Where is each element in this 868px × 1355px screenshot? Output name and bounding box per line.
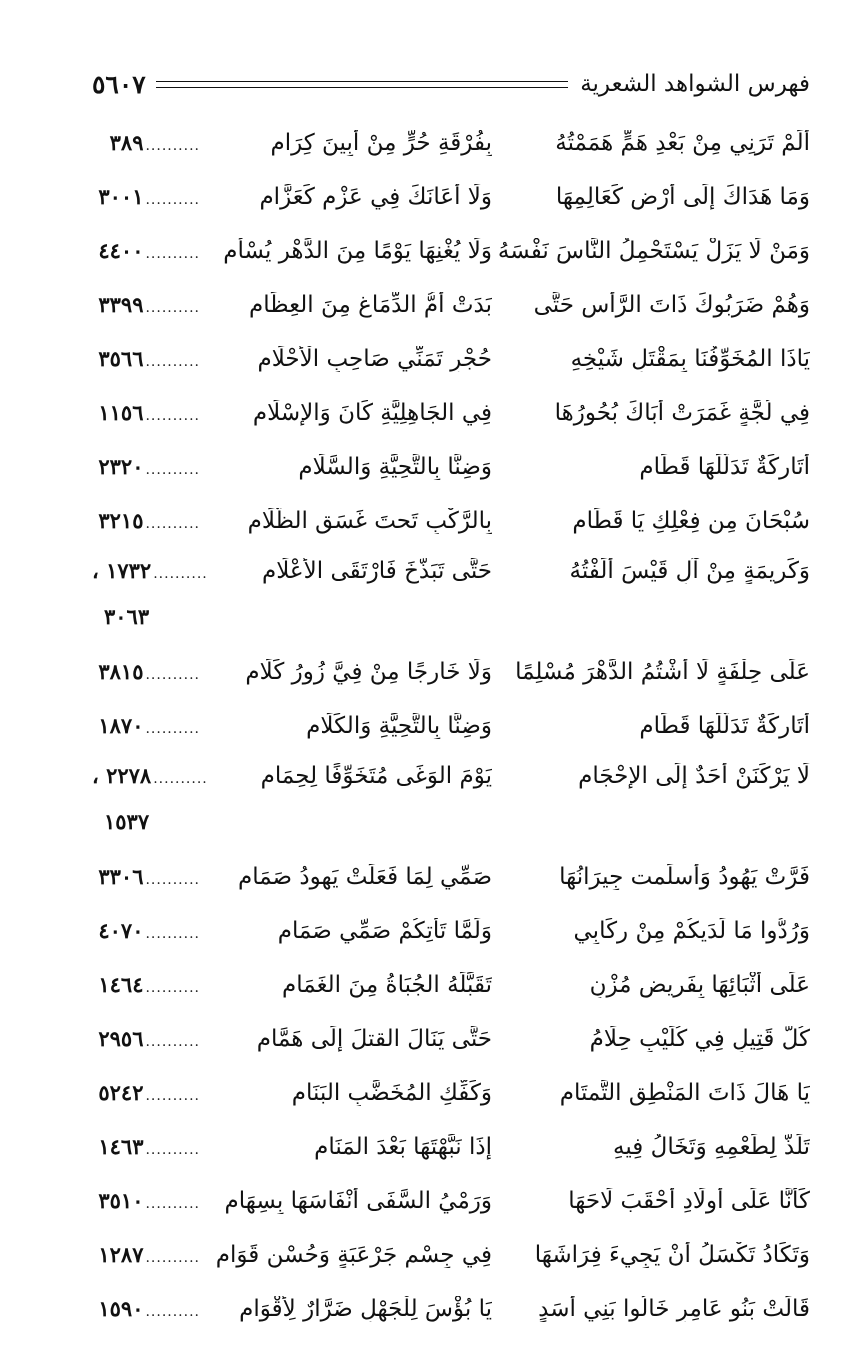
index-entry bbox=[92, 904, 810, 958]
index-entry bbox=[92, 645, 810, 699]
reference-numbers: ١٥٩٠ bbox=[98, 1296, 144, 1321]
reference-numbers: ١٤٦٤ bbox=[98, 972, 144, 997]
verse-second-part bbox=[92, 1080, 492, 1106]
index-entry bbox=[92, 440, 810, 494]
verse-second-part bbox=[92, 346, 492, 372]
reference-numbers: ٣٣٩٩ bbox=[98, 292, 144, 317]
verse-first-hemistich: وَكَرِيمَةٍ مِنْ آلِ قَيْسَ أَلَفْتُهُ bbox=[569, 558, 810, 584]
verse-second-part bbox=[92, 864, 492, 890]
verse-second-hemistich: حُجْرٍ تَمَنِّي صَاحِبِ الْأَحْلَامِ bbox=[257, 346, 492, 372]
leader-dots: .......... bbox=[145, 721, 200, 737]
verse-first-hemistich: يَاذَا المُخَوِّفُنَا بِمَقْتَلِ شَيْخِهِ bbox=[570, 346, 810, 372]
verse-first-hemistich: سُبْحَانَ مِن فِعْلِكِ يَا قَطَامِ bbox=[572, 508, 810, 534]
reference-numbers: ٢٩٥٦ bbox=[98, 1026, 144, 1051]
leader-dots: .......... bbox=[145, 980, 200, 996]
running-title: فهرس الشواهد الشعرية bbox=[580, 71, 810, 97]
index-entry bbox=[92, 116, 810, 170]
index-entry bbox=[92, 1174, 810, 1228]
leader-dots: .......... bbox=[145, 138, 200, 154]
verse-second-part bbox=[92, 659, 492, 685]
index-entry bbox=[92, 224, 810, 278]
verse-second-hemistich: وَلَا يُغْنِهَا يَوْمًا مِنَ الدَّهْرِ يُسْأَمِ bbox=[223, 238, 492, 264]
verse-second-hemistich: فِي جِسْمِ جَرْعَبَةٍ وَحُسْنِ قَوَامِ bbox=[215, 1242, 492, 1268]
index-entry bbox=[92, 494, 810, 548]
leader-dots: .......... bbox=[145, 408, 200, 424]
verse-first-hemistich: أَتَارِكَةٌ تَدَلُّلَهَا قَطَامِ bbox=[639, 454, 810, 480]
verse-first-hemistich: تَلَذُّ لِطَعْمِهِ وَتَخَالُ فِيهِ bbox=[613, 1134, 810, 1160]
verse-second-hemistich: وَضِنًّا بِالتَّحِيَّةِ وَالسَّلَامِ bbox=[298, 454, 492, 480]
leader-dots: .......... bbox=[145, 1142, 200, 1158]
verse-first-hemistich: وَمَنْ لَا يَزَلْ يَسْتَحْمِلُ النَّاسَ نَفْسَهُ bbox=[497, 238, 810, 264]
verse-first-hemistich: كَأَنَّا عَلَى أَولَادِ أَحْقَبَ لَاحَهَا bbox=[568, 1188, 810, 1214]
verse-second-hemistich: حَتَّى تَبَذَّخَ فَارْتَقَى الأَعْلَامِ bbox=[261, 558, 492, 584]
reference-numbers: ٣٢١٥ bbox=[98, 508, 144, 533]
index-entry bbox=[92, 332, 810, 386]
verse-second-part bbox=[92, 1026, 492, 1052]
verse-second-part bbox=[92, 1134, 492, 1160]
verse-second-part bbox=[92, 292, 492, 318]
index-entry bbox=[92, 753, 810, 850]
header-rule bbox=[156, 81, 568, 88]
reference-numbers: ٤٤٠٠ bbox=[98, 238, 144, 263]
leader-dots: .......... bbox=[145, 516, 200, 532]
verse-first-hemistich: قَالَتْ بَنُو عَامِرٍ خَالُوا بَنِي أَسَدٍ bbox=[538, 1296, 810, 1322]
verse-second-hemistich: وَلَا خَارِجًا مِنْ فِيَّ زُورُ كَلَامِ bbox=[245, 659, 492, 685]
verse-second-hemistich: بِالرَّكْبِ تَحتَ غَسَقِ الظَّلَامِ bbox=[247, 508, 492, 534]
leader-dots: .......... bbox=[145, 1250, 200, 1266]
verse-first-hemistich: أَلَمْ تَرَنِي مِنْ بَعْدِ هَمٍّ هَمَمْتُهُ bbox=[555, 130, 810, 156]
reference-numbers: ٣٥٦٦ bbox=[98, 346, 144, 371]
reference-numbers: ٣٣٠٦ bbox=[98, 864, 144, 889]
leader-dots: .......... bbox=[145, 1088, 200, 1104]
index-entry bbox=[92, 1066, 810, 1120]
reference-numbers: ١٧٣٢ ، bbox=[92, 558, 152, 583]
verse-first-hemistich: فِي لُجَّةٍ غَمَرَتْ أَبَاكَ بُحُورُهَا bbox=[554, 400, 810, 426]
reference-numbers: ١٢٨٧ bbox=[98, 1242, 144, 1267]
index-entry bbox=[92, 386, 810, 440]
verse-second-part bbox=[92, 1296, 492, 1322]
verse-first-hemistich: عَلَى حِلْفَةٍ لَا أَشْتُمُ الدَّهْرَ مُسْلِمًا bbox=[515, 659, 810, 685]
verse-second-hemistich: يَا بُؤْسَ لِلْجَهْلِ ضَرَّارٌ لِأَقْوَامِ bbox=[239, 1296, 492, 1322]
index-entry bbox=[92, 170, 810, 224]
verse-second-hemistich: وَكَفِّكِ المُخَضَّبِ البَنَامِ bbox=[291, 1080, 492, 1106]
index-entry bbox=[92, 1228, 810, 1282]
page-number: ٥٦٠٧ bbox=[92, 69, 146, 99]
index-list bbox=[92, 116, 810, 1336]
leader-dots: .......... bbox=[145, 1034, 200, 1050]
verse-second-part bbox=[92, 130, 492, 156]
leader-dots: .......... bbox=[145, 872, 200, 888]
reference-numbers: ٤٠٧٠ bbox=[98, 918, 144, 943]
leader-dots: .......... bbox=[145, 192, 200, 208]
verse-second-hemistich: وَلَا أَعَانَكَ فِي عَزْمٍ كَعَزَّامِ bbox=[259, 184, 492, 210]
reference-continuation: ٣٠٦٣ bbox=[104, 604, 150, 629]
reference-numbers: ٣٨٩ bbox=[109, 130, 144, 155]
index-entry bbox=[92, 1012, 810, 1066]
verse-second-part bbox=[92, 918, 492, 944]
index-entry bbox=[92, 278, 810, 332]
reference-numbers: ٣٥١٠ bbox=[98, 1188, 144, 1213]
verse-first-hemistich: كُلُّ قَتِيلٍ فِي كُلَيْبٍ حِلَامُ bbox=[589, 1026, 810, 1052]
leader-dots: .......... bbox=[145, 1196, 200, 1212]
reference-numbers: ٣٨١٥ bbox=[98, 659, 144, 684]
verse-first-hemistich: يَا هَالَ ذَاتَ المَنْطِقِ التَّمتَامِ bbox=[559, 1080, 810, 1106]
verse-second-part bbox=[92, 1242, 492, 1268]
verse-first-hemistich: وَمَا هَدَاكَ إِلَى أَرْضٍ كَعَالِمِهَا bbox=[555, 184, 810, 210]
reference-numbers: ١٤٦٣ bbox=[98, 1134, 144, 1159]
index-entry bbox=[92, 548, 810, 645]
reference-numbers: ٥٢٤٢ bbox=[98, 1080, 144, 1105]
verse-second-hemistich: وَرَمْيُ السَّفَى أَنْفَاسَهَا بِسِهَامِ bbox=[224, 1188, 492, 1214]
leader-dots: .......... bbox=[145, 462, 200, 478]
verse-second-part bbox=[92, 558, 492, 584]
leader-dots: .......... bbox=[145, 1304, 200, 1320]
leader-dots: .......... bbox=[145, 667, 200, 683]
verse-second-hemistich: صَمِّي لِمَا فَعَلَتْ يَهودُ صَمَامِ bbox=[237, 864, 492, 890]
leader-dots: .......... bbox=[145, 246, 200, 262]
index-entry bbox=[92, 1282, 810, 1336]
verse-first-hemistich: فَرَّتْ يَهُودُ وَأَسلَمت جِيرَانُهَا bbox=[559, 864, 810, 890]
verse-second-hemistich: فِي الجَاهِلِيَّةِ كَانَ وَالإِسْلَامِ bbox=[252, 400, 492, 426]
index-entry bbox=[92, 958, 810, 1012]
verse-second-part bbox=[92, 713, 492, 739]
reference-numbers: ٢٢٧٨ ، bbox=[92, 763, 152, 788]
verse-second-part bbox=[92, 184, 492, 210]
verse-second-part bbox=[92, 508, 492, 534]
verse-second-part bbox=[92, 1188, 492, 1214]
reference-numbers: ١١٥٦ bbox=[98, 400, 144, 425]
leader-dots: .......... bbox=[153, 771, 208, 787]
verse-second-hemistich: وَضِنًّا بِالتَّحِيَّةِ وَالكَلَامِ bbox=[306, 713, 492, 739]
leader-dots: .......... bbox=[145, 926, 200, 942]
verse-second-hemistich: وَلَمَّا تَأْتِكُمْ صَمِّي صَمَامِ bbox=[277, 918, 492, 944]
leader-dots: .......... bbox=[145, 300, 200, 316]
index-entry bbox=[92, 850, 810, 904]
verse-second-hemistich: إِذَا نَبَّهْتَهَا بَعْدَ المَنَامِ bbox=[314, 1134, 492, 1160]
verse-first-hemistich: أَتَارِكَةٌ تَدَلُّلَهَا قَطَامِ bbox=[639, 713, 810, 739]
verse-first-hemistich: وَهُمْ ضَرَبُوكَ ذَاتَ الرَّأْسِ حَتَّى bbox=[533, 292, 810, 318]
verse-second-hemistich: بِفُرْقَةِ حُرٍّ مِنْ أَبِينَ كِرَامِ bbox=[270, 130, 492, 156]
verse-second-part bbox=[92, 972, 492, 998]
verse-second-part bbox=[92, 238, 492, 264]
leader-dots: .......... bbox=[145, 354, 200, 370]
index-entry bbox=[92, 1120, 810, 1174]
verse-second-hemistich: تَقَبَّلَهُ الجُبَاةُ مِنَ الغَمَامِ bbox=[282, 972, 492, 998]
verse-second-hemistich: بَدَتْ أُمُّ الدِّمَاغِ مِنَ العِظَامِ bbox=[249, 292, 492, 318]
verse-first-hemistich: لَا يَرْكَنَنْ أَحَدٌ إِلَى الإِحْجَامِ bbox=[578, 763, 810, 789]
index-entry bbox=[92, 699, 810, 753]
verse-first-hemistich: وَرُدُّوا مَا لَدَيكُمْ مِنْ رِكَابِي bbox=[573, 918, 810, 944]
reference-continuation: ١٥٣٧ bbox=[104, 809, 150, 834]
leader-dots: .......... bbox=[153, 566, 208, 582]
verse-second-part bbox=[92, 454, 492, 480]
verse-first-hemistich: عَلَى أَثْبَائِهَا بِفَرِيضِ مُزْنٍ bbox=[589, 972, 810, 998]
verse-second-hemistich: يَوْمَ الوَغَى مُتَخَوِّفًا لِحِمَامِ bbox=[260, 763, 492, 789]
verse-second-hemistich: حَتَّى يَنَالَ القتلَ إِلَى هَمَّامِ bbox=[256, 1026, 492, 1052]
reference-numbers: ١٨٧٠ bbox=[98, 713, 144, 738]
verse-second-part bbox=[92, 763, 492, 789]
reference-numbers: ٣٠٠١ bbox=[98, 184, 144, 209]
verse-second-part bbox=[92, 400, 492, 426]
page-header bbox=[92, 66, 810, 102]
reference-numbers: ٢٣٢٠ bbox=[98, 454, 144, 479]
verse-first-hemistich: وَتَكَادُ تَكْسَلُ أَنْ يَجِيءَ فِرَاشَهَا bbox=[534, 1242, 810, 1268]
